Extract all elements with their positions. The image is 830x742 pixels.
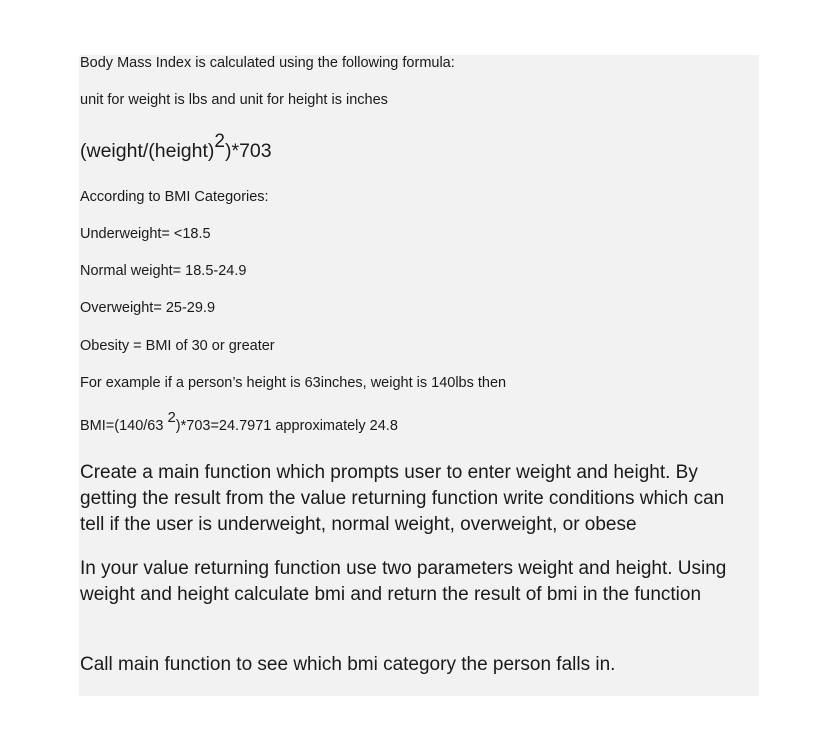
intro-text: Body Mass Index is calculated using the following formula: [80, 55, 455, 71]
category-underweight: Underweight= <18.5 [80, 226, 211, 242]
category-overweight: Overweight= 25-29.9 [80, 300, 216, 316]
example-text: For example if a person’s height is 63inches, weight is 140lbs then [80, 375, 507, 391]
formula-base: (weight/(height) [80, 140, 215, 162]
example-bmi-result: )*703=24.7971 approximately 24.8 [175, 418, 398, 434]
formula-multiplier: )*703 [224, 140, 272, 162]
formula-exponent: 2 [214, 130, 225, 152]
category-normal-weight: Normal weight= 18.5-24.9 [80, 263, 247, 279]
bmi-formula [80, 130, 272, 163]
example-bmi-base: BMI=(140/63 [80, 418, 168, 434]
categories-heading: According to BMI Categories: [80, 189, 269, 205]
example-bmi-calculation [80, 409, 398, 434]
instruction-main-function: Create a main function which prompts user to enter weight and height. By getting the result from the value returning function write conditions which can tell if the user is underweight, normal weight, overweight, or obese [80, 462, 725, 535]
units-text: unit for weight is lbs and unit for height is inches [80, 92, 388, 108]
example-bmi-exponent: 2 [167, 409, 176, 427]
instruction-call-main: Call main function to see which bmi category the person falls in. [80, 654, 616, 675]
instruction-value-returning-function: In your value returning function use two parameters weight and height. Using weight and height calculate bmi and return the result of bmi in the function [80, 558, 727, 605]
category-obesity: Obesity = BMI of 30 or greater [80, 338, 275, 354]
